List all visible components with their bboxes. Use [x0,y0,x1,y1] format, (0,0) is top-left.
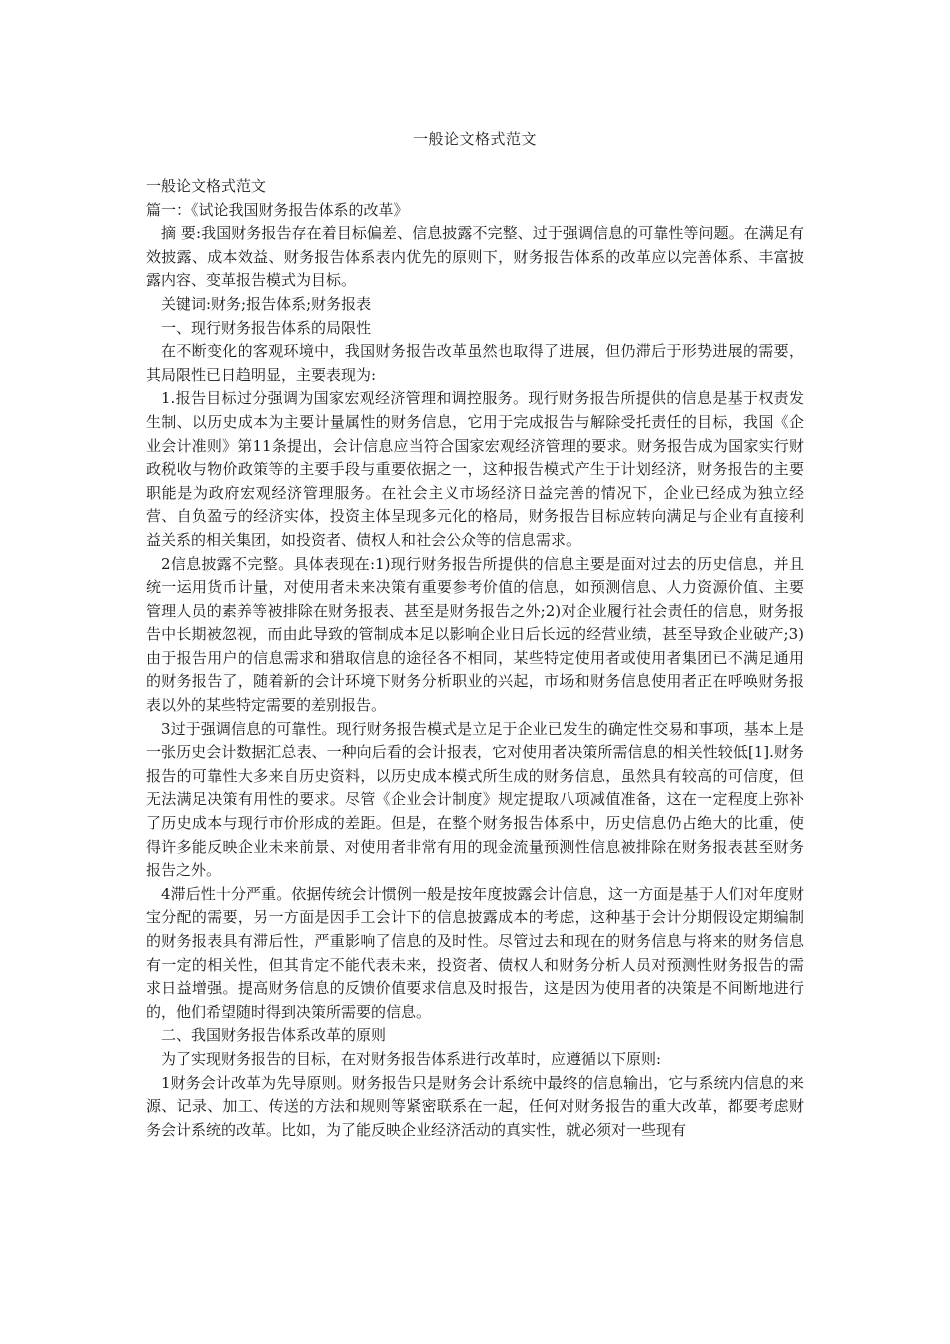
paragraph: 3过于强调信息的可靠性。现行财务报告模式是立足于企业已发生的确定性交易和事项，基本上是一张历史会计数据汇总表、一种向后看的会计报表，它对使用者决策所需信息的相关性较低[1].财务报告的可靠性大多来自历史资料，以历史成本模式所生成的财务信息，虽然具有较高的可信度，但无法满足决策有用性的要求。尽管《企业会计制度》规定提取八项减值准备，这在一定程度上弥补了历史成本与现行市价形成的差距。但是，在整个财务报告体系中，历史信息仍占绝大的比重，使得许多能反映企业未来前景、对使用者非常有用的现金流量预测性信息被排除在财务报表甚至财务报告之外。 [146,719,804,880]
section-heading: 二、我国财务报告体系改革的原则 [161,1026,387,1045]
paragraph: 摘 要:我国财务报告存在着目标偏差、信息披露不完整、过于强调信息的可靠性等问题。在满足有效披露、成本效益、财务报告体系表内优先的原则下，财务报告体系的改革应以完善体系、丰富披露内容、变革报告模式为目标。 [146,224,804,290]
paragraph: 关键词:财务;报告体系;财务报表 [161,294,372,313]
paragraph: 在不断变化的客观环境中，我国财务报告改革虽然也取得了进展，但仍滞后于形势进展的需要，其局限性已日趋明显，主要表现为: [146,342,804,384]
document-body [146,175,804,1142]
paragraph: 4滞后性十分严重。依据传统会计惯例一般是按年度披露会计信息，这一方面是基于人们对年度财宝分配的需要，另一方面是因手工会计下的信息披露成本的考虑，这种基于会计分期假设定期编制的财务报表具有滞后性，严重影响了信息的及时性。尽管过去和现在的财务信息与将来的财务信息有一定的相关性，但其肯定不能代表未来，投资者、债权人和财务分析人员对预测性财务报告的需求日益增强。提高财务信息的反馈价值要求信息及时报告，这是因为使用者的决策是不间断地进行的，他们希望随时得到决策所需要的信息。 [146,884,804,1021]
paragraph: 1财务会计改革为先导原则。财务报告只是财务会计系统中最终的信息输出，它与系统内信息的来源、记录、加工、传送的方法和规则等紧密联系在一起，任何对财务报告的重大改革，都要考虑财务会计系统的改革。比如，为了能反映企业经济活动的真实性，就必须对一些现有 [146,1073,804,1139]
paragraph: 2信息披露不完整。具体表现在:1)现行财务报告所提供的信息主要是面对过去的历史信息，并且统一运用货币计量，对使用者未来决策有重要参考价值的信息，如预测信息、人力资源价值、主要管理人员的素养等被排除在财务报表、甚至是财务报告之外;2)对企业履行社会责任的信息，财务报告中长期被忽视，而由此导致的管制成本足以影响企业日后长远的经营业绩，甚至导致企业破产;3)由于报告用户的信息需求和猎取信息的途径各不相同，某些特定使用者或使用者集团已不满足通用的财务报告了，随着新的会计环境下财务分析职业的兴起，市场和财务信息使用者正在呼唤财务报表以外的某些特定需要的差别报告。 [146,554,804,715]
document-title: 一般论文格式范文 [412,130,537,148]
paragraph: 篇一：《试论我国财务报告体系的改革》 [146,200,409,219]
section-heading: 一、现行财务报告体系的局限性 [161,318,372,337]
paragraph: 一般论文格式范文 [146,177,267,195]
paragraph: 1.报告目标过分强调为国家宏观经济管理和调控服务。现行财务报告所提供的信息是基于权责发生制、以历史成本为主要计量属性的财务信息，它用于完成报告与解除受托责任的目标，我国《企业会计准则》第11条提出，会计信息应当符合国家宏观经济管理的要求。财务报告成为国家实行财政税收与物价政策等的主要手段与重要依据之一，这种报告模式产生于计划经济，财务报告的主要职能是为政府宏观经济管理服务。在社会主义市场经济日益完善的情况下，企业已经成为独立经营、自负盈亏的经济实体，投资主体呈现多元化的格局，财务报告目标应转向满足与企业有直接利益关系的相关集团，如投资者、债权人和社会公众等的信息需求。 [146,389,804,549]
paragraph: 为了实现财务报告的目标，在对财务报告体系进行改革时，应遵循以下原则: [161,1049,662,1068]
